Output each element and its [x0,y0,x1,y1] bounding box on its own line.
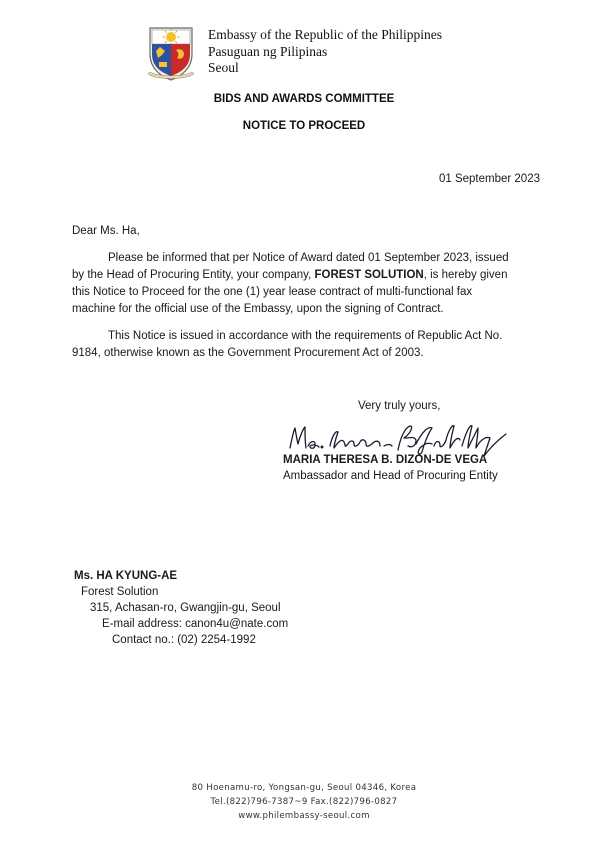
handwritten-signature [286,418,518,458]
signer-name: MARIA THERESA B. DIZON-DE VEGA [283,454,488,466]
recipient-block [74,568,288,648]
signer-title: Ambassador and Head of Procuring Entity [283,470,498,482]
closing: Very truly yours, [358,400,441,412]
company-name: FOREST SOLUTION [314,269,424,281]
footer-address: 80 Hoenamu-ro, Yongsan-gu, Seoul 04346, Korea [191,783,417,793]
paragraph-legal-basis [72,328,538,362]
paragraph-award [72,250,538,318]
text-fragment: , is hereby given [423,269,508,281]
paragraph-line: This Notice is issued in accordance with the requirements of Republic Act No. [108,330,503,342]
paragraph-line [72,267,538,284]
recipient-address: 315, Achasan-ro, Gwangjin-gu, Seoul [90,602,281,614]
paragraph-line: Please be informed that per Notice of Award dated 01 September 2023, issued [108,252,509,264]
recipient-email: E-mail address: canon4u@nate.com [102,618,289,630]
recipient-name: Ms. HA KYUNG-AE [74,570,178,582]
recipient-contact: Contact no.: (02) 2254-1992 [112,634,256,646]
letterhead-filipino-name: Pasuguan ng Pilipinas [208,43,328,59]
paragraph-line: 9184, otherwise known as the Government Procurement Act of 2003. [72,347,424,359]
philippine-seal-icon [146,24,196,82]
notice-title: NOTICE TO PROCEED [242,120,366,132]
letter-date: 01 September 2023 [438,173,540,185]
text-fragment: by the Head of Procuring Entity, your company, [72,269,315,281]
letterhead-city: Seoul [208,60,239,75]
paragraph-line: machine for the official use of the Embassy, upon the signing of Contract. [72,303,444,315]
paragraph-line: this Notice to Proceed for the one (1) year lease contract of multi-functional fax [72,286,473,298]
letterhead-embassy-name: Embassy of the Republic of the Philippines [208,27,442,42]
salutation: Dear Ms. Ha, [72,225,140,237]
footer-website: www.philembassy-seoul.com [238,811,370,821]
recipient-company: Forest Solution [81,586,159,598]
letter-footer [0,781,608,823]
footer-phone: Tel.(822)796-7387~9 Fax.(822)796-0827 [210,797,398,807]
letterhead [208,27,442,77]
committee-heading: BIDS AND AWARDS COMMITTEE [213,93,395,105]
